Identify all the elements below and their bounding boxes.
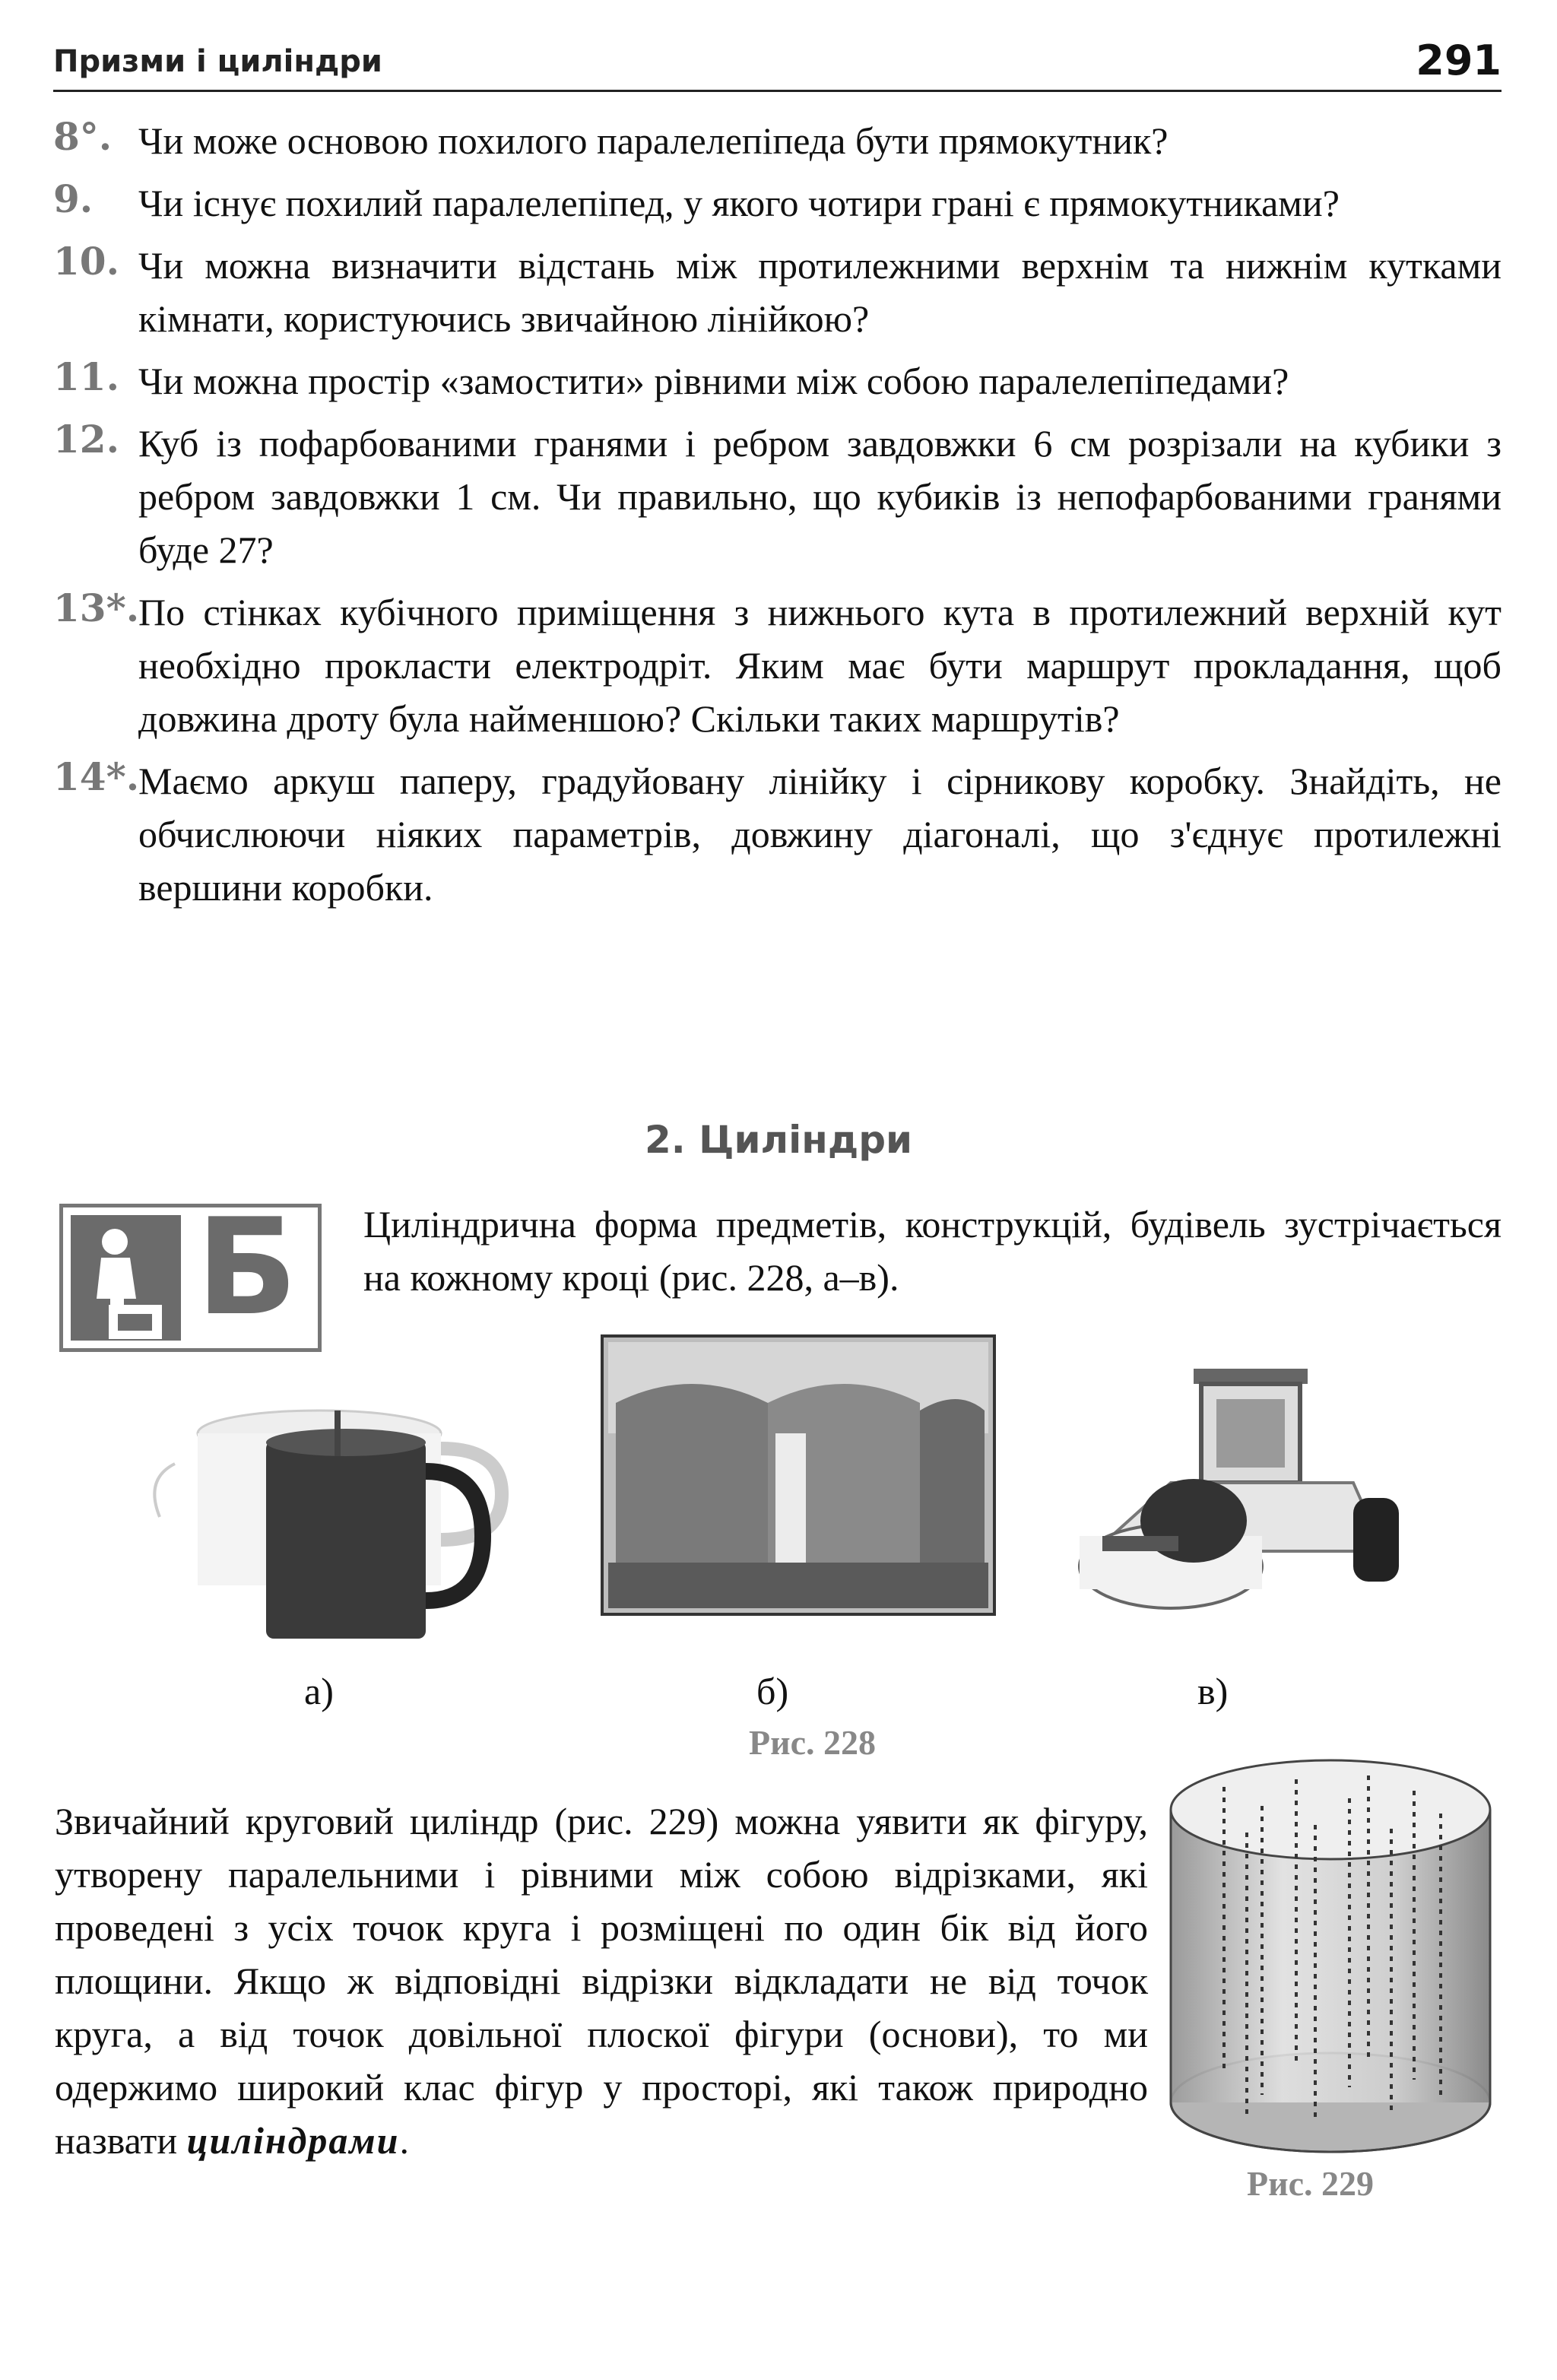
question-number: 10. (53, 239, 119, 284)
question-text: Чи може основою похилого паралелепіпеда бути прямокутник? (138, 119, 1169, 162)
level-badge (59, 1191, 322, 1352)
question-number: 14*. (53, 754, 140, 799)
question-number: 9. (53, 176, 94, 221)
figure-228-caption: Рис. 228 (749, 1723, 877, 1762)
tanks-photo (601, 1334, 996, 1616)
figure-228c-roller (1064, 1346, 1414, 1635)
question-item (53, 754, 1502, 914)
question-item (53, 176, 1502, 230)
question-item (53, 417, 1502, 576)
figure-228a-mugs (144, 1380, 525, 1654)
figure-228b-tanks (601, 1334, 996, 1616)
figure-229-cylinder (1163, 1753, 1498, 2156)
body-text: Звичайний круговий циліндр (рис. 229) можна уявити як фігуру, утворену паралельними і рівними між собою відрізками, які проведені з усіх точок круга і розміщені по один бік від його площини. Якщо ж відповідні відрізки відкладати не від точок круга, а від точок довільної плоскої фігури (основи), то ми одержимо широкий клас фігур у просторі, які також природно назвати (55, 1800, 1148, 2162)
question-text: Маємо аркуш паперу, градуйовану лінійку і сірникову коробку. Знайдіть, не обчислюючи ніяких параметрів, довжину діагоналі, що з'єднує протилежні вершини коробки. (138, 760, 1502, 909)
question-item (53, 239, 1502, 345)
question-text: Чи можна простір «замостити» рівними між собою паралелепіпедами? (138, 360, 1289, 402)
body-end: . (399, 2119, 409, 2162)
figure-229-caption: Рис. 229 (1247, 2164, 1375, 2203)
question-text: Чи існує похилий паралелепіпед, у якого чотири грані є прямокутниками? (138, 182, 1340, 224)
road-roller-icon (1064, 1346, 1414, 1635)
question-list (53, 114, 1502, 923)
question-item (53, 585, 1502, 745)
question-item (53, 354, 1502, 408)
figure-label-b: б) (756, 1670, 789, 1712)
question-text: Чи можна визначити відстань між протилежними верхнім та нижнім кутками кімнати, користуючись звичайною лінійкою? (138, 244, 1502, 340)
body-paragraph (55, 1795, 1148, 2167)
figure-label-c: в) (1197, 1670, 1229, 1712)
question-number: 8°. (53, 114, 113, 159)
question-number: 13*. (53, 585, 140, 630)
mugs-icon (144, 1380, 525, 1654)
page-number: 291 (1416, 36, 1502, 84)
running-header (53, 36, 1502, 92)
figure-label-a: а) (304, 1670, 334, 1712)
question-item (53, 114, 1502, 167)
question-number: 12. (53, 417, 119, 462)
cylinder-diagram (1163, 1753, 1498, 2156)
running-title: Призми і циліндри (53, 44, 382, 79)
question-number: 11. (53, 354, 119, 399)
intro-paragraph: Циліндрична форма предметів, конструкцій, будівель зустрічається на кожному кроці (рис. 228, а–в). (363, 1203, 1502, 1299)
question-text: По стінках кубічного приміщення з нижнього кута в протилежний верхній кут необхідно прокласти електродріт. Яким має бути маршрут прокладання, щоб довжина дроту була найменшою? Скільки таких маршрутів? (138, 591, 1502, 740)
section-title: 2. Циліндри (644, 1118, 913, 1162)
badge-letter: Б (196, 1191, 298, 1345)
emphasized-term: циліндрами (186, 2119, 400, 2162)
question-text: Куб із пофарбованими гранями і ребром завдовжки 6 см розрізали на кубики з ребром завдовжки 1 см. Чи правильно, що кубиків із непофарбованими гранями буде 27? (138, 422, 1502, 571)
